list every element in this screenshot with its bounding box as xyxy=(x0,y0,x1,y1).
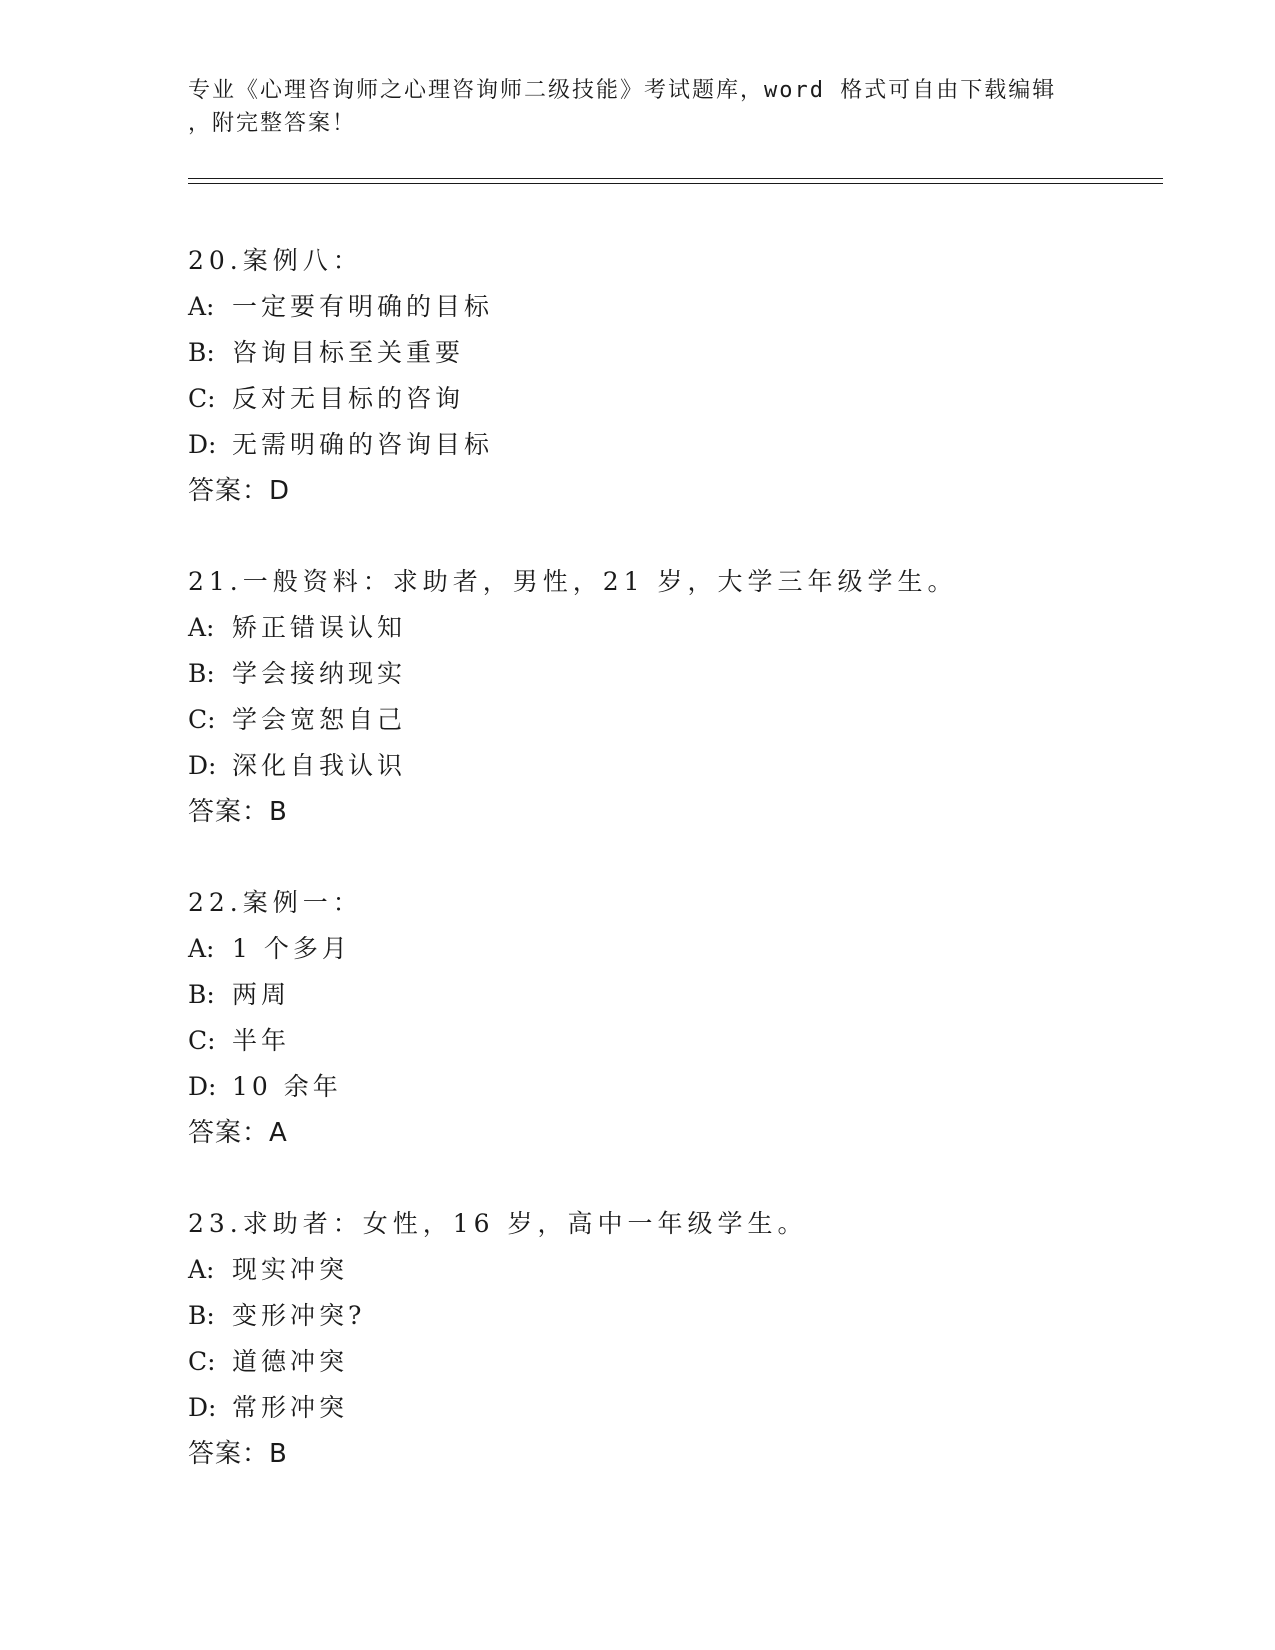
question-20 xyxy=(188,238,1148,514)
question-stem: 20.案例八： xyxy=(188,246,363,275)
option-letter: A: xyxy=(188,613,215,642)
option-text: 咨询目标至关重要 xyxy=(232,338,465,367)
option-letter: D: xyxy=(188,1072,217,1101)
option-text: 矫正错误认知 xyxy=(232,613,407,642)
option-letter: A: xyxy=(188,292,215,321)
question-22 xyxy=(188,880,1148,1156)
option-letter: A: xyxy=(188,1255,215,1284)
option-letter: C: xyxy=(188,1026,216,1055)
question-23 xyxy=(188,1201,1148,1477)
option-letter: C: xyxy=(188,384,216,413)
answer-line: 答案：A xyxy=(188,1118,288,1148)
option-d xyxy=(188,422,1148,468)
option-text: 一定要有明确的目标 xyxy=(232,292,494,321)
option-text: 半年 xyxy=(232,1026,291,1055)
option-letter: A: xyxy=(188,934,215,963)
option-c xyxy=(188,1018,1148,1064)
option-b xyxy=(188,651,1148,697)
option-a xyxy=(188,284,1148,330)
option-text: 学会接纳现实 xyxy=(232,659,407,688)
option-letter: B: xyxy=(188,338,215,367)
option-b xyxy=(188,972,1148,1018)
option-b xyxy=(188,1293,1148,1339)
option-text: 无需明确的咨询目标 xyxy=(232,430,494,459)
option-text: 道德冲突 xyxy=(232,1347,349,1376)
document-header xyxy=(188,74,1078,140)
option-b xyxy=(188,330,1148,376)
option-letter: B: xyxy=(188,980,215,1009)
option-text: 变形冲突? xyxy=(232,1301,366,1330)
option-d xyxy=(188,1064,1148,1110)
option-text: 现实冲突 xyxy=(232,1255,349,1284)
option-text: 学会宽恕自己 xyxy=(232,705,407,734)
header-divider-bottom xyxy=(188,183,1163,184)
answer-line: 答案：D xyxy=(188,476,291,506)
answer-line: 答案：B xyxy=(188,1439,288,1469)
option-letter: D: xyxy=(188,1393,217,1422)
option-text: 常形冲突 xyxy=(232,1393,349,1422)
option-a xyxy=(188,605,1148,651)
answer-line: 答案：B xyxy=(188,797,288,827)
option-letter: D: xyxy=(188,751,217,780)
option-text: 反对无目标的咨询 xyxy=(232,384,465,413)
option-letter: D: xyxy=(188,430,217,459)
option-letter: B: xyxy=(188,1301,215,1330)
question-stem: 22.案例一： xyxy=(188,888,363,917)
option-letter: C: xyxy=(188,705,216,734)
option-letter: B: xyxy=(188,659,215,688)
option-a xyxy=(188,1247,1148,1293)
question-stem: 23.求助者：女性，16 岁，高中一年级学生。 xyxy=(188,1209,808,1238)
option-text: 深化自我认识 xyxy=(232,751,407,780)
option-d xyxy=(188,743,1148,789)
question-21 xyxy=(188,559,1148,835)
header-line-2: ，附完整答案！ xyxy=(188,111,357,136)
option-d xyxy=(188,1385,1148,1431)
option-c xyxy=(188,697,1148,743)
option-text: 两周 xyxy=(232,980,291,1009)
option-text: 1 个多月 xyxy=(232,934,351,963)
header-line-1: 专业《心理咨询师之心理咨询师二级技能》考试题库，word 格式可自由下载编辑 xyxy=(188,78,1057,103)
option-c xyxy=(188,376,1148,422)
option-c xyxy=(188,1339,1148,1385)
option-text: 10 余年 xyxy=(232,1072,342,1101)
option-letter: C: xyxy=(188,1347,216,1376)
question-stem: 21.一般资料：求助者，男性，21 岁，大学三年级学生。 xyxy=(188,567,958,596)
option-a xyxy=(188,926,1148,972)
header-divider-top xyxy=(188,178,1163,179)
